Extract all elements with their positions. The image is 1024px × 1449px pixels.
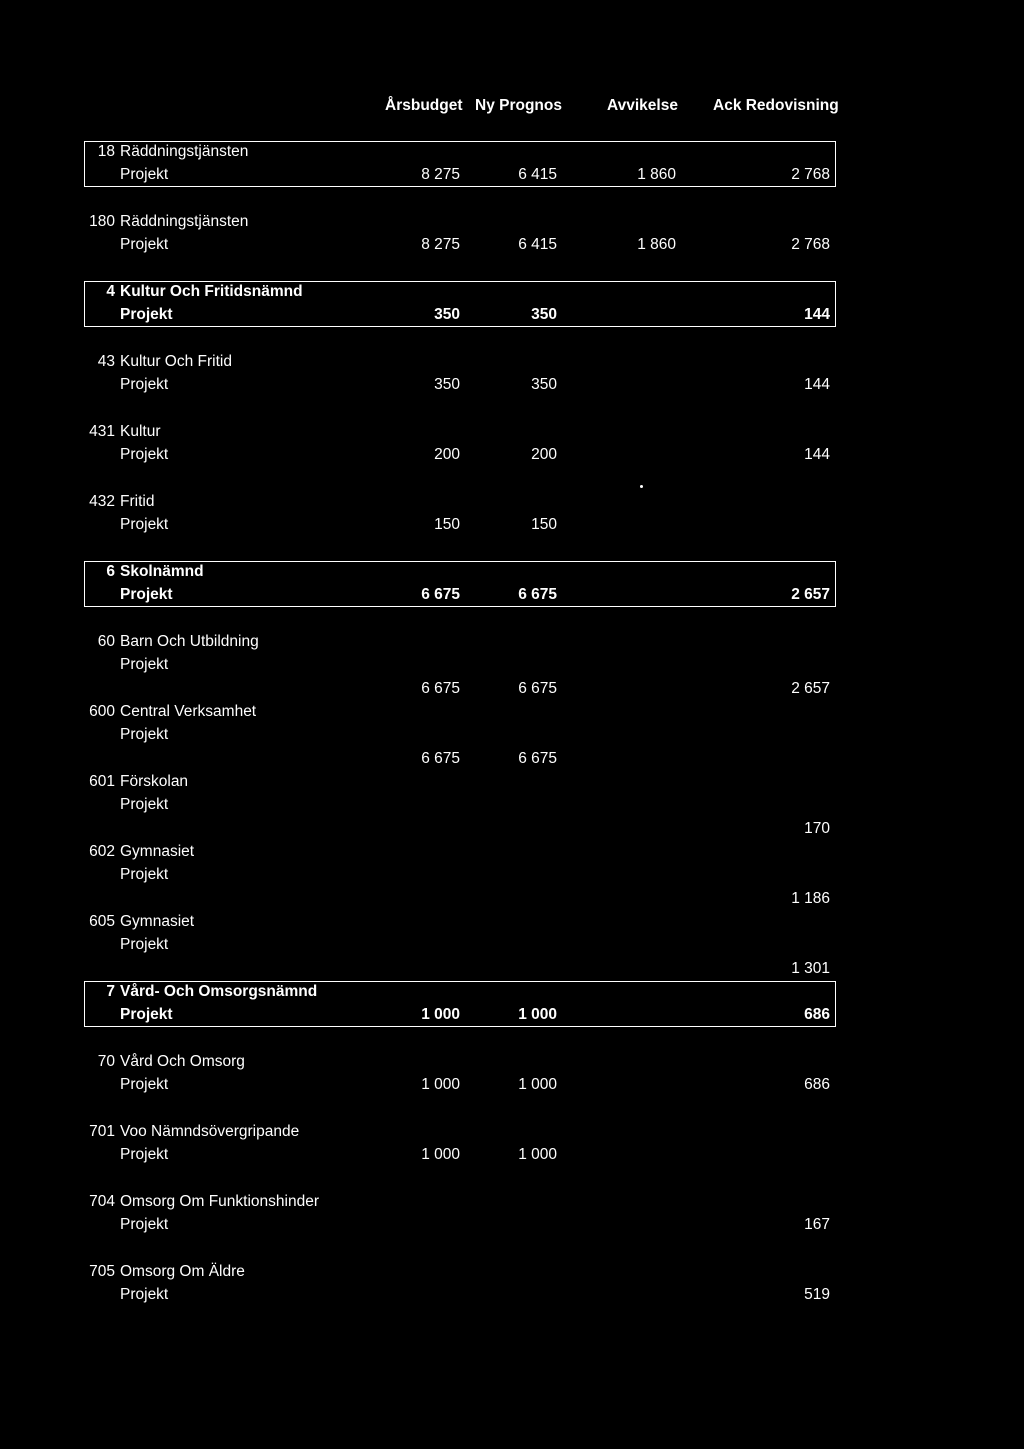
row-code: 43 <box>97 353 115 370</box>
row-code: 431 <box>89 423 115 440</box>
row-code: 60 <box>97 633 115 650</box>
row-value-arsbudget: 6 675 <box>421 680 460 697</box>
row-value-ack: 170 <box>804 820 830 837</box>
row-sub-label: Projekt <box>120 726 169 743</box>
row-name: Omsorg Om Äldre <box>120 1263 245 1280</box>
row-value-arsbudget: 1 000 <box>421 1146 460 1163</box>
row-code: 4 <box>106 283 115 300</box>
row-name: Central Verksamhet <box>120 703 257 720</box>
row-name: Skolnämnd <box>120 563 204 580</box>
row-value-arsbudget: 6 675 <box>421 586 460 603</box>
row-value-ny-prognos: 350 <box>531 306 557 323</box>
row-value-ny-prognos: 6 415 <box>518 236 557 253</box>
row-value-ny-prognos: 1 000 <box>518 1146 557 1163</box>
row-value-arsbudget: 1 000 <box>421 1076 460 1093</box>
row-sub-label: Projekt <box>120 586 173 603</box>
row-name: Voo Nämndsövergripande <box>120 1123 300 1140</box>
row-value-ack: 2 768 <box>791 166 830 183</box>
row-value-ny-prognos: 150 <box>531 516 557 533</box>
row-name: Vård- Och Omsorgsnämnd <box>120 983 318 1000</box>
row-code: 7 <box>106 983 115 1000</box>
row-value-avvikelse: 1 860 <box>637 166 676 183</box>
row-name: Vård Och Omsorg <box>120 1053 245 1070</box>
row-sub-label: Projekt <box>120 306 173 323</box>
row-name: Räddningstjänsten <box>120 143 249 160</box>
row-name: Barn Och Utbildning <box>120 633 259 650</box>
row-value-ny-prognos: 1 000 <box>518 1006 557 1023</box>
row-name: Omsorg Om Funktionshinder <box>120 1193 319 1210</box>
row-sub-label: Projekt <box>120 1146 169 1163</box>
row-name: Räddningstjänsten <box>120 213 249 230</box>
row-sub-label: Projekt <box>120 236 169 253</box>
row-sub-label: Projekt <box>120 796 169 813</box>
row-code: 701 <box>89 1123 115 1140</box>
row-value-ack: 2 657 <box>791 586 830 603</box>
row-sub-label: Projekt <box>120 656 169 673</box>
row-value-arsbudget: 6 675 <box>421 750 460 767</box>
row-sub-label: Projekt <box>120 376 169 393</box>
row-sub-label: Projekt <box>120 516 169 533</box>
row-value-ack: 1 301 <box>791 960 830 977</box>
row-value-ack: 686 <box>804 1076 830 1093</box>
row-name: Gymnasiet <box>120 913 195 930</box>
row-value-ack: 519 <box>804 1286 830 1303</box>
row-value-ny-prognos: 1 000 <box>518 1076 557 1093</box>
row-value-ny-prognos: 6 675 <box>518 750 557 767</box>
row-value-arsbudget: 8 275 <box>421 166 460 183</box>
row-value-ack: 2 657 <box>791 680 830 697</box>
row-value-ny-prognos: 200 <box>531 446 557 463</box>
row-code: 432 <box>89 493 115 510</box>
row-code: 601 <box>89 773 115 790</box>
row-code: 70 <box>97 1053 115 1070</box>
row-value-ack: 686 <box>804 1006 830 1023</box>
header-ny-prognos: Ny Prognos <box>475 97 562 114</box>
row-sub-label: Projekt <box>120 866 169 883</box>
scan-dot <box>640 485 643 488</box>
row-value-ack: 167 <box>804 1216 830 1233</box>
row-code: 705 <box>89 1263 115 1280</box>
header-avvikelse: Avvikelse <box>607 97 678 114</box>
row-code: 602 <box>89 843 115 860</box>
row-sub-label: Projekt <box>120 1006 173 1023</box>
row-sub-label: Projekt <box>120 1076 169 1093</box>
header-ack-redovisning: Ack Redovisning <box>713 97 839 114</box>
row-code: 605 <box>89 913 115 930</box>
row-sub-label: Projekt <box>120 1286 169 1303</box>
row-value-ny-prognos: 6 675 <box>518 586 557 603</box>
row-value-arsbudget: 200 <box>434 446 460 463</box>
row-name: Kultur <box>120 423 161 440</box>
row-value-ny-prognos: 350 <box>531 376 557 393</box>
row-value-arsbudget: 8 275 <box>421 236 460 253</box>
row-value-ack: 144 <box>804 376 830 393</box>
row-name: Fritid <box>120 493 155 510</box>
row-code: 18 <box>97 143 115 160</box>
row-value-ack: 144 <box>804 306 830 323</box>
row-value-arsbudget: 350 <box>434 376 460 393</box>
row-name: Förskolan <box>120 773 189 790</box>
row-value-avvikelse: 1 860 <box>637 236 676 253</box>
row-sub-label: Projekt <box>120 1216 169 1233</box>
row-sub-label: Projekt <box>120 936 169 953</box>
header-arsbudget: Årsbudget <box>385 97 463 114</box>
row-value-arsbudget: 150 <box>434 516 460 533</box>
row-code: 180 <box>89 213 115 230</box>
row-value-ny-prognos: 6 415 <box>518 166 557 183</box>
row-value-arsbudget: 1 000 <box>421 1006 460 1023</box>
row-code: 6 <box>106 563 115 580</box>
row-name: Kultur Och Fritidsnämnd <box>120 283 303 300</box>
row-value-ny-prognos: 6 675 <box>518 680 557 697</box>
row-code: 600 <box>89 703 115 720</box>
row-sub-label: Projekt <box>120 446 169 463</box>
row-value-arsbudget: 350 <box>434 306 460 323</box>
row-value-ack: 1 186 <box>791 890 830 907</box>
row-value-ack: 2 768 <box>791 236 830 253</box>
row-name: Kultur Och Fritid <box>120 353 232 370</box>
row-value-ack: 144 <box>804 446 830 463</box>
row-code: 704 <box>89 1193 115 1210</box>
row-sub-label: Projekt <box>120 166 169 183</box>
row-name: Gymnasiet <box>120 843 195 860</box>
